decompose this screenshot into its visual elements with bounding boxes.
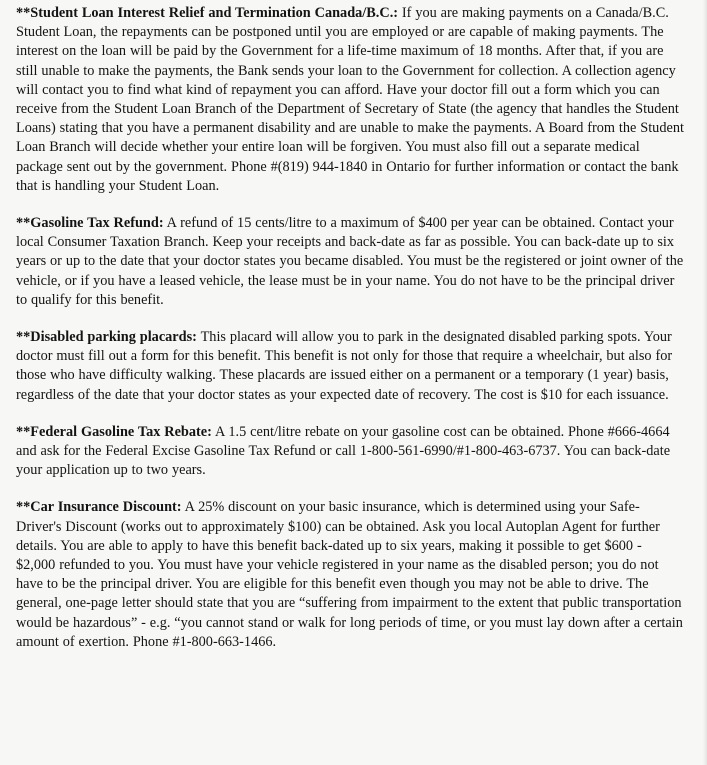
section-body: This placard will allow you to park in the designated disabled parking spots. Your doctor must fill out a form for this benefit. This benefit is not only for those that require a wheelchair, but also for those who have difficulty walking. These placards are issued either on a permanent or a temporary (1 year) basis, regardless of the date that your doctor states as your expected date of recovery. The cost is $10 for each issuance. [16,329,673,403]
document-page [16,4,684,652]
section-body: A 25% discount on your basic insurance, which is determined using your Safe-Driver's Discount (works out to approximately $100) can be obtained. Ask you local Autoplan Agent for further details. You are able to apply to have this benefit back-dated up to six years, making it possible to get $600 - $2,000 refunded to you. You must have your vehicle registered in your name as the disabled person; you do not have to be the principal driver. You are eligible for this benefit even though you may not be able to drive. The general, one-page letter should state that you are “suffering from impairment to the extent that public transportation would be hazardous” - e.g. “you cannot stand or walk for long periods of time, or you must lay down after a certain amount of exertion. Phone #1-800-663-1466. [16,499,683,650]
section-body: A 1.5 cent/litre rebate on your gasoline cost can be obtained. Phone #666-4664 and ask for the Federal Excise Gasoline Tax Refund or call 1-800-561-6990/#1-800-463-6737. You can back-date your application up to two years. [16,423,671,479]
scan-edge-shadow [703,0,707,765]
section-heading: **Disabled parking placards: [16,329,197,346]
section-heading: **Student Loan Interest Relief and Termination Canada/B.C.: [16,5,399,21]
section-disabled-parking-placards [16,328,684,405]
section-body: If you are making payments on a Canada/B.C. Student Loan, the repayments can be postponed until you are employed or are capable of making payments. The interest on the loan will be paid by the Government for a life-time maximum of 18 months. After that, if you are still unable to make the payments, the Bank sends your loan to the Government for collection. A collection agency will contact you to find what kind of repayment you can afford. Have your doctor fill out a form which you can receive from the Student Loan Branch of the Department of Secretary of State (the agency that handles the Student Loans) stating that you have a permanent disability and are unable to make the payments. A Board from the Student Loan Branch will decide whether your entire loan will be forgiven. You must also fill out a separate medical package sent out by the government. Phone #(819) 944-1840 in Ontario for further information or contact the bank that is handling your Student Loan. [16,5,684,194]
section-gasoline-tax-refund [16,214,684,310]
section-federal-gasoline-tax-rebate [16,423,684,481]
section-heading: **Car Insurance Discount: [16,499,182,516]
section-body: A refund of 15 cents/litre to a maximum of $400 per year can be obtained. Contact your local Consumer Taxation Branch. Keep your receipts and back-date as far as possible. You can back-date up to six years or up to the date that your doctor states you became disabled. You must be the registered or joint owner of the vehicle, or if you have a leased vehicle, the lease must be in your name. You do not have to be the principal driver to qualify for this benefit. [16,215,684,308]
section-heading: **Federal Gasoline Tax Rebate: [16,423,212,440]
section-car-insurance-discount [16,498,684,652]
section-student-loan [16,4,684,196]
section-heading: **Gasoline Tax Refund: [16,215,164,232]
